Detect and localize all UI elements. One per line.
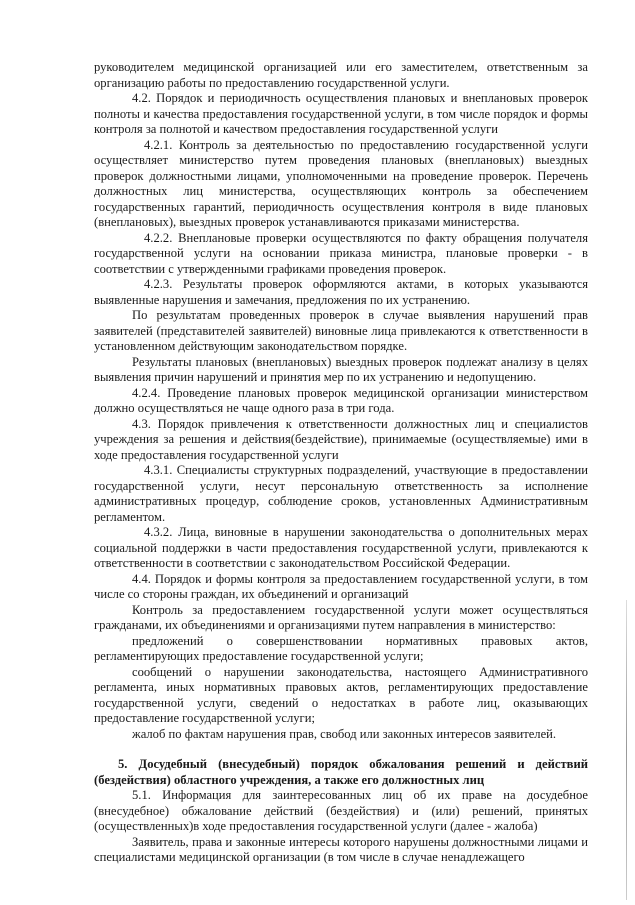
section-5-heading: 5. Досудебный (внесудебный) порядок обжалования решений и действий (бездействия) областного учреждения, а также его должностных лиц xyxy=(94,757,588,787)
scan-edge-mark xyxy=(626,600,627,900)
paragraph-8: 4.3. Порядок привлечения к ответственности должностных лиц и специалистов учреждения за решения и действия(бездействие), принимаемые (осуществляемые) ими в ходе предоставления государственной услуги xyxy=(94,416,588,462)
list-item-proposals: предложений о совершенствовании нормативных правовых актов, регламентирующих предоставление государственной услуги; xyxy=(94,633,588,663)
paragraph-1: 4.2. Порядок и периодичность осуществления плановых и внеплановых проверок полноты и качества предоставления государственной услуги, в том числе порядок и формы контроля за полнотой и качеством предоставления государственной услуги xyxy=(94,91,588,136)
paragraph-9: 4.3.1. Специалисты структурных подразделений, участвующие в предоставлении государственной услуги, несут персональную ответственность за исполнение административных процедур, соблюдение сроков, установленных Административным регламентом. xyxy=(94,463,588,524)
paragraph-11: 4.4. Порядок и формы контроля за предоставлением государственной услуги, в том числе со стороны граждан, их объединений и организаций xyxy=(94,571,588,601)
section-5-paragraph-1: Заявитель, права и законные интересы которого нарушены должностными лицами и специалистами медицинской организации (в том числе в случае ненадлежащего xyxy=(94,834,588,864)
paragraph-12: Контроль за предоставлением государственной услуги может осуществляться гражданами, их объединениями и организациями путем направления в министерство: xyxy=(94,602,588,632)
document-page xyxy=(94,60,588,866)
paragraph-4: 4.2.3. Результаты проверок оформляются актами, в которых указываются выявленные нарушения и замечания, предложения по их устранению. xyxy=(94,277,588,307)
paragraph-7: 4.2.4. Проведение плановых проверок медицинской организации министерством должно осуществляться не чаще одного раза в три года. xyxy=(94,385,588,415)
paragraph-2: 4.2.1. Контроль за деятельностью по предоставлению государственной услуги осуществляет министерство путем проведения плановых (внеплановых) выездных проверок должностными лицами, уполномоченными на проведение проверок. Перечень должностных лиц министерства, осуществляющих контроль за обеспечением государственных гарантий, периодичность осуществления контроля в виде плановых (внеплановых), выездных проверок устанавливаются приказами министерства. xyxy=(94,137,588,229)
paragraph-6: Результаты плановых (внеплановых) выездных проверок подлежат анализу в целях выявления причин нарушений и принятия мер по их устранению и недопущению. xyxy=(94,354,588,384)
list-item-complaints: жалоб по фактам нарушения прав, свобод или законных интересов заявителей. xyxy=(132,726,557,741)
section-gap xyxy=(94,742,588,757)
paragraph-0: руководителем медицинской организацией или его заместителем, ответственным за организацию работы по предоставлению государственной услуги. xyxy=(94,60,588,90)
paragraph-3: 4.2.2. Внеплановые проверки осуществляются по факту обращения получателя государственной услуги на основании приказа министра, плановые проверки - в соответствии с утвержденными графиками проведения проверок. xyxy=(94,230,588,276)
paragraph-5: По результатам проведенных проверок в случае выявления нарушений прав заявителей (представителей заявителей) виновные лица привлекаются к ответственности в установленном действующим законодательством порядке. xyxy=(94,308,588,353)
list-item-reports: сообщений о нарушении законодательства, настоящего Административного регламента, иных нормативных правовых актов, регламентирующих предоставление государственной услуги, сведений о недостатках в работе лиц, оказывающих предоставление государственной услуги; xyxy=(94,664,588,725)
paragraph-10: 4.3.2. Лица, виновные в нарушении законодательства о дополнительных мерах социальной поддержки в части предоставления государственной услуги, привлекаются к ответственности в соответствии с законодательством Российской Федерации. xyxy=(94,525,588,570)
section-5-paragraph-0: 5.1. Информация для заинтересованных лиц об их праве на досудебное (внесудебное) обжалование действий (бездействия) и (или) решений, принятых (осуществленных)в ходе предоставления государственной услуги (далее - жалоба) xyxy=(94,788,588,833)
